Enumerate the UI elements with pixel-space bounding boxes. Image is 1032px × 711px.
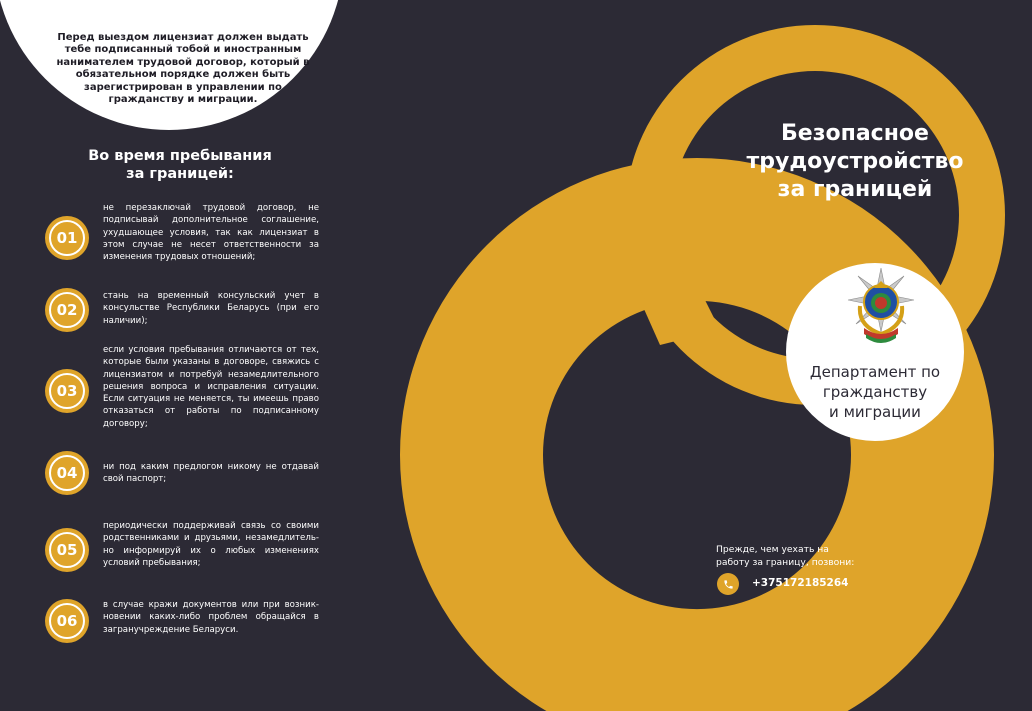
department-line2: гражданству: [822, 383, 928, 401]
call-instruction: [716, 543, 876, 569]
badge-number: 02: [56, 301, 78, 319]
number-badge: [45, 369, 89, 413]
number-badge: [45, 216, 89, 260]
phone-icon: [717, 573, 739, 595]
department-line3: и миграции: [829, 403, 921, 421]
phone-icon-glyph: [723, 579, 734, 590]
list-item-text: в случае кражи документов или при возникновении каких-либо проблем обращайся в загранучреждение Беларуси.: [103, 600, 319, 635]
department-line1: Департамент по: [809, 363, 941, 381]
list-item-text: периодически поддерживай связь со своими родственниками и друзьями, незамедлительно информируй их о любых изменениях условий пребывания;: [103, 521, 319, 568]
number-badge: [45, 288, 89, 332]
list-item-text: если условия пребывания отличаются от тех, которые были указаны в договоре, свяжись с лицензиатом и потребуй незамедлительного решения вопроса и исправления ситуации. Если ситуация не меняется, ты имеешь право отказаться от работы по подписанному договору;: [103, 345, 319, 429]
badge-number: 04: [56, 464, 78, 482]
badge-number: 06: [56, 612, 78, 630]
title-line1: Безопасное: [781, 121, 929, 146]
department-emblem-icon: [846, 266, 916, 358]
list-item-text: ни под каким предлогом никому не отдавай свой паспорт;: [103, 462, 319, 485]
list-item-text: стань на временный консульский учет в консульстве Республики Беларусь (при его наличии);: [103, 291, 319, 326]
title-line2: трудоустройство: [746, 149, 964, 174]
badge-number: 05: [56, 541, 78, 559]
section-heading-line1: Во время пребывания: [88, 148, 272, 164]
title-line3: за границей: [777, 177, 933, 202]
list-item-text: не перезаключай трудовой договор, не подписывай дополнительное соглашение, ухудшающее условия, так как лицензиат в этом случае не несет ответственности за изменения трудовых отношений;: [103, 203, 319, 263]
number-badge: [45, 451, 89, 495]
number-badge: [45, 599, 89, 643]
phone-number[interactable]: +375172185264: [752, 577, 849, 589]
call-line1: Прежде, чем уехать на: [716, 544, 829, 555]
brochure-title: [700, 120, 1010, 204]
section-heading: [60, 147, 300, 183]
number-badge: [45, 528, 89, 572]
intro-text: Перед выездом лицензиат должен выдать тебе подписанный тобой и иностранным нанимателем трудовой договор, который в обязательном порядке должен быть зарегистрирован в управлении по гражданству и миграции.: [56, 32, 310, 106]
badge-number: 01: [56, 229, 78, 247]
department-name: [800, 362, 950, 422]
section-heading-line2: за границей:: [126, 166, 234, 182]
badge-number: 03: [56, 382, 78, 400]
call-line2: работу за границу, позвони:: [716, 557, 855, 568]
